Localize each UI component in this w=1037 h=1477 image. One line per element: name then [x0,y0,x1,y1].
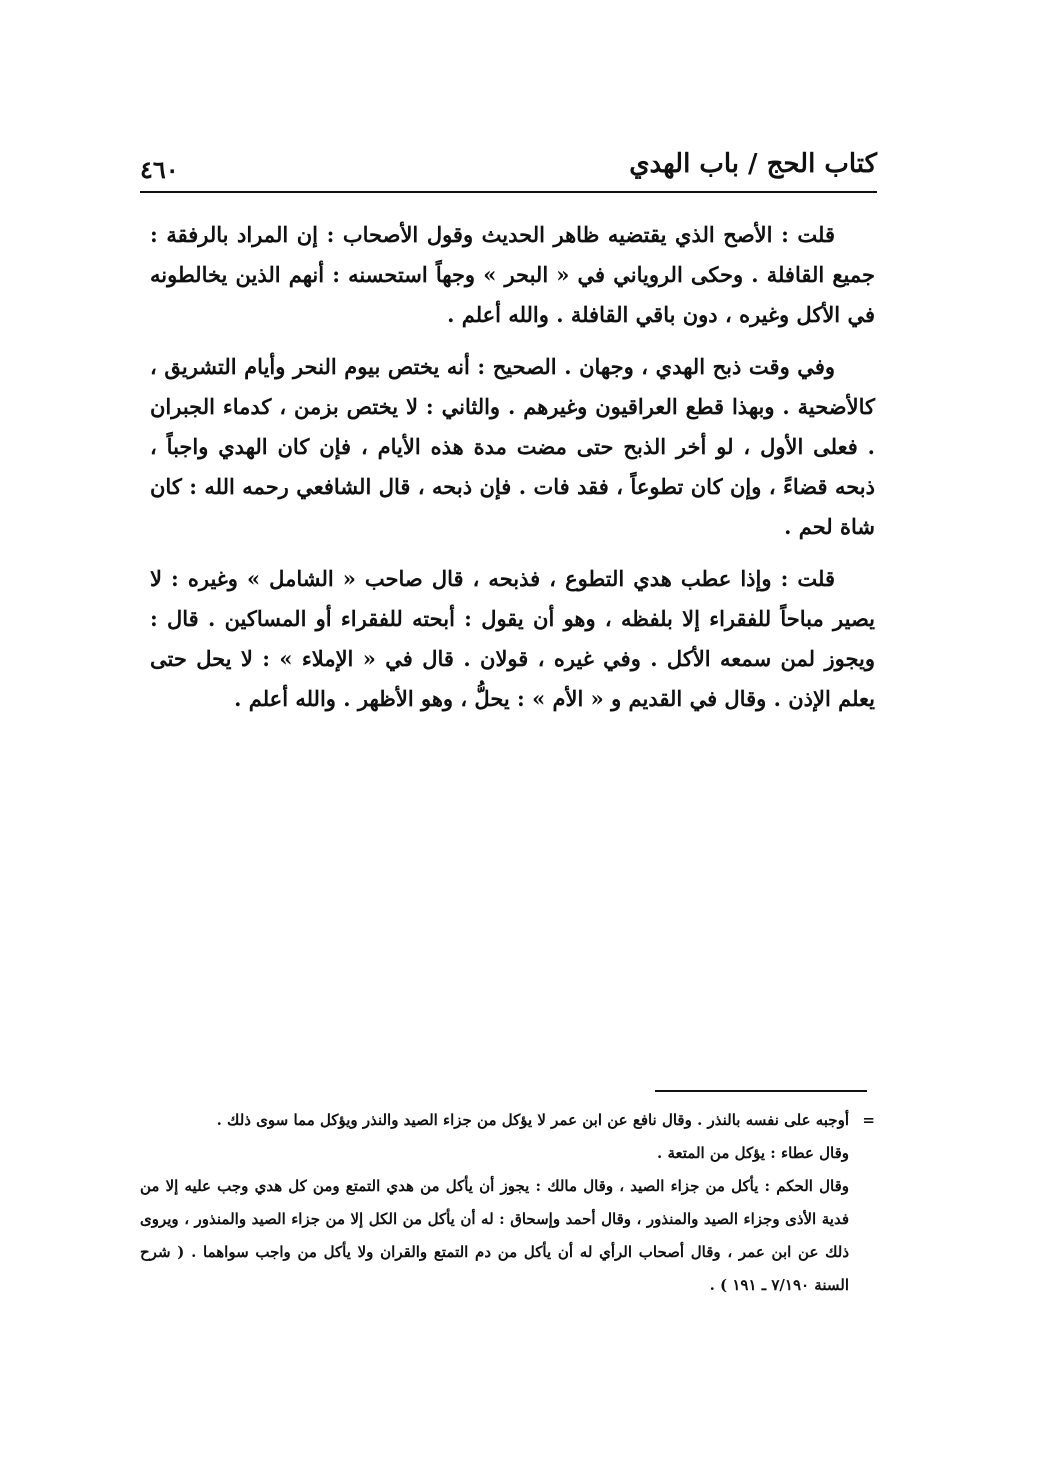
page-header [140,145,877,193]
footnote-text: أوجبه على نفسه بالنذر . وقال نافع عن ابن عمر لا يؤكل من جزاء الصيد والنذر ويؤكل مما سوى ذلك . [216,1111,849,1129]
paragraph: قلت : وإذا عطب هدي التطوع ، فذبحه ، قال صاحب « الشامل » وغيره : لا يصير مباحاً للفقراء إلا بلفظه ، وهو أن يقول : أبحته للفقراء أو المساكين . قال : ويجوز لمن سمعه الأكل . وفي غيره ، قولان . قال في « الإملاء » : لا يحل حتى يعلم الإذن . وقال في القديم و « الأم » : يحلُّ ، وهو الأظهر . والله أعلم . [150,566,875,711]
footnote-line: وقال الحكم : يأكل من جزاء الصيد ، وقال مالك : يجوز أن يأكل من هدي التمتع ومن كل هدي وجب عليه إلا من فدية الأذى وجزاء الصيد والمنذور ، وقال أحمد وإسحاق : له أن يأكل من الكل إلا من جزاء الصيد والمنذور ، ويروى ذلك عن ابن عمر ، وقال أصحاب الرأي له أن يأكل من دم التمتع والقران ولا يأكل من واجب سواهما . ( شرح السنة ٧/١٩٠ ـ ١٩١ ) . [140,1177,849,1294]
main-text [150,215,875,731]
paragraph: قلت : الأصح الذي يقتضيه ظاهر الحديث وقول الأصحاب : إن المراد بالرفقة : جميع القافلة . وحكى الروياني في « البحر » وجهاً استحسنه : أنهم الذين يخالطونه في الأكل وغيره ، دون باقي القافلة . والله أعلم . [150,222,875,327]
footnote-divider [655,1090,867,1092]
footnote-line [140,1104,875,1137]
continuation-mark: = [862,1111,875,1129]
running-title: كتاب الحج / باب الهدي [629,149,877,179]
footnotes [140,1104,875,1302]
page-number: ٤٦٠ [140,155,179,184]
footnote-line: وقال عطاء : يؤكل من المتعة . [657,1144,849,1162]
paragraph: وفي وقت ذبح الهدي ، وجهان . الصحيح : أنه يختص بيوم النحر وأيام التشريق ، كالأضحية . وبهذا قطع العراقيون وغيرهم . والثاني : لا يختص بزمن ، كدماء الجبران . فعلى الأول ، لو أخر الذبح حتى مضت مدة هذه الأيام ، فإن كان الهدي واجباً ، ذبحه قضاءً ، وإن كان تطوعاً ، فقد فات . فإن ذبحه ، قال الشافعي رحمه الله : كان شاة لحم . [150,354,875,539]
